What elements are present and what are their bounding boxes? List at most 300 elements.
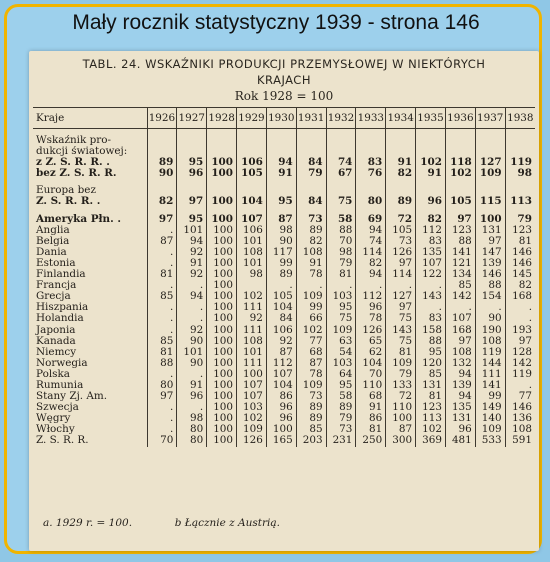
cell-value: 102 — [445, 168, 475, 179]
cell-value: 95 — [177, 214, 207, 225]
cell-value: . — [475, 302, 505, 313]
header-year: 1926 — [147, 108, 177, 129]
cell-value: 68 — [296, 347, 326, 358]
cell-value: 127 — [386, 291, 416, 302]
cell-value: 481 — [445, 435, 475, 446]
cell-value — [266, 185, 296, 196]
cell-value: 82 — [356, 258, 386, 269]
cell-value — [505, 146, 535, 157]
cell-value: 146 — [475, 269, 505, 280]
cell-value: 97 — [475, 236, 505, 247]
cell-value: 113 — [505, 196, 535, 207]
cell-value: 98 — [326, 247, 356, 258]
cell-value: 73 — [386, 236, 416, 247]
cell-value: 126 — [386, 247, 416, 258]
cell-value — [475, 185, 505, 196]
cell-value: . — [177, 280, 207, 291]
cell-value — [237, 185, 267, 196]
cell-value: 68 — [356, 391, 386, 402]
row-label: dukcji światowej: — [36, 146, 128, 158]
cell-value: 126 — [356, 325, 386, 336]
cell-value: 122 — [416, 269, 446, 280]
cell-value: 143 — [416, 291, 446, 302]
cell-value: 87 — [296, 358, 326, 369]
table-row — [33, 402, 535, 413]
cell-value: 146 — [505, 258, 535, 269]
row-label: Kanada — [36, 335, 76, 347]
cell-value — [445, 135, 475, 146]
cell-value: 54 — [326, 347, 356, 358]
cell-value: 97 — [445, 336, 475, 347]
cell-value: 109 — [475, 168, 505, 179]
cell-value — [416, 146, 446, 157]
cell-value: . — [147, 258, 177, 269]
cell-value: 149 — [475, 402, 505, 413]
cell-value: 139 — [445, 380, 475, 391]
cell-value: 123 — [445, 225, 475, 236]
cell-value: 84 — [296, 157, 326, 168]
cell-value: 89 — [147, 157, 177, 168]
cell-value: 112 — [416, 225, 446, 236]
cell-value — [445, 185, 475, 196]
cell-value: . — [147, 413, 177, 424]
cell-value: 58 — [326, 214, 356, 225]
row-label: bez Z. S. R. R. — [36, 168, 117, 180]
cell-value: 114 — [356, 247, 386, 258]
cell-value: . — [147, 302, 177, 313]
cell-value: 113 — [416, 413, 446, 424]
cell-value: . — [147, 225, 177, 236]
header-year: 1932 — [326, 108, 356, 129]
cell-value: 101 — [177, 225, 207, 236]
cell-value: 115 — [475, 196, 505, 207]
cell-value: 108 — [237, 247, 267, 258]
cell-value: 94 — [445, 369, 475, 380]
cell-value: 79 — [505, 214, 535, 225]
cell-value: 91 — [177, 258, 207, 269]
cell-value: 75 — [326, 313, 356, 324]
cell-value: 97 — [177, 196, 207, 207]
cell-value — [416, 135, 446, 146]
cell-value: . — [177, 369, 207, 380]
table-row — [33, 185, 535, 196]
cell-value: 120 — [416, 358, 446, 369]
cell-value: 83 — [416, 313, 446, 324]
cell-value: 101 — [237, 236, 267, 247]
cell-value: 108 — [445, 347, 475, 358]
table-row — [33, 196, 535, 207]
footnote-a: a. 1929 r. = 100. — [43, 517, 133, 529]
cell-value: 88 — [416, 336, 446, 347]
row-label: Ameryka Płn. . — [36, 213, 121, 225]
table-row — [33, 302, 535, 313]
cell-value: 140 — [475, 413, 505, 424]
cell-value: 190 — [475, 325, 505, 336]
cell-value: 82 — [296, 236, 326, 247]
cell-value: . — [356, 280, 386, 291]
cell-value: 88 — [475, 280, 505, 291]
cell-value: 100 — [237, 369, 267, 380]
cell-value: 112 — [266, 358, 296, 369]
cell-value: 80 — [356, 196, 386, 207]
cell-value: 100 — [207, 435, 237, 446]
cell-value — [207, 146, 237, 157]
row-label: Z. S. R. R. — [36, 435, 89, 447]
cell-value: 114 — [386, 269, 416, 280]
cell-value: 83 — [356, 157, 386, 168]
table-row — [33, 347, 535, 358]
cell-value: 144 — [475, 358, 505, 369]
cell-value — [326, 146, 356, 157]
cell-value: 75 — [386, 313, 416, 324]
cell-value: 82 — [386, 168, 416, 179]
cell-value: 81 — [386, 347, 416, 358]
cell-value: 100 — [207, 214, 237, 225]
cell-value: 78 — [296, 269, 326, 280]
cell-value: 94 — [445, 391, 475, 402]
cell-value — [505, 135, 535, 146]
cell-value: 107 — [237, 214, 267, 225]
cell-value: 85 — [445, 280, 475, 291]
cell-value: 102 — [296, 325, 326, 336]
cell-value: 91 — [416, 168, 446, 179]
cell-value: 105 — [445, 196, 475, 207]
cell-value: 126 — [237, 435, 267, 446]
row-label: Z. S. R. R. . — [36, 196, 101, 208]
cell-value: 131 — [416, 380, 446, 391]
cell-value: 90 — [177, 358, 207, 369]
header-year: 1935 — [416, 108, 446, 129]
cell-value: 97 — [386, 302, 416, 313]
cell-value: 88 — [326, 225, 356, 236]
header-year: 1931 — [296, 108, 326, 129]
cell-value: 80 — [177, 435, 207, 446]
cell-value — [296, 135, 326, 146]
cell-value: 92 — [237, 313, 267, 324]
cell-value: 119 — [505, 369, 535, 380]
cell-value: 104 — [266, 380, 296, 391]
header-country: Kraje — [33, 108, 147, 129]
cell-value: 141 — [475, 380, 505, 391]
cell-value: 100 — [207, 336, 237, 347]
cell-value — [505, 185, 535, 196]
cell-value: 145 — [505, 269, 535, 280]
row-label: Szwecja — [36, 402, 79, 414]
cell-value: 90 — [266, 236, 296, 247]
cell-value: 146 — [505, 402, 535, 413]
cell-value: 94 — [177, 291, 207, 302]
cell-value: 106 — [237, 157, 267, 168]
footnotes — [43, 517, 280, 529]
cell-value: 96 — [445, 424, 475, 435]
cell-value: 89 — [266, 269, 296, 280]
cell-value: 100 — [207, 196, 237, 207]
cell-value: 105 — [386, 225, 416, 236]
header-year: 1934 — [386, 108, 416, 129]
cell-value: 98 — [177, 413, 207, 424]
cell-value — [177, 185, 207, 196]
cell-value — [386, 146, 416, 157]
cell-value: 158 — [416, 325, 446, 336]
cell-value: . — [266, 280, 296, 291]
cell-value: 107 — [237, 391, 267, 402]
cell-value: 100 — [207, 258, 237, 269]
cell-value: 79 — [296, 168, 326, 179]
cell-value: 117 — [266, 247, 296, 258]
row-label: Niemcy — [36, 346, 77, 358]
cell-value: 80 — [147, 380, 177, 391]
cell-value: 87 — [266, 214, 296, 225]
cell-value: 100 — [207, 358, 237, 369]
cell-value: 135 — [445, 402, 475, 413]
cell-value: 100 — [207, 313, 237, 324]
cell-value: 87 — [386, 424, 416, 435]
cell-value: 131 — [445, 413, 475, 424]
cell-value: 100 — [207, 413, 237, 424]
table-body — [33, 129, 535, 447]
cell-value: . — [177, 402, 207, 413]
cell-value: 143 — [386, 325, 416, 336]
cell-value: 88 — [445, 236, 475, 247]
cell-value: 72 — [386, 214, 416, 225]
cell-value: 89 — [296, 225, 326, 236]
cell-value: 98 — [237, 269, 267, 280]
image-frame — [4, 4, 542, 554]
cell-value: 127 — [475, 157, 505, 168]
cell-value: 104 — [237, 196, 267, 207]
cell-value: 107 — [237, 380, 267, 391]
table-row — [33, 168, 535, 179]
cell-value: 91 — [296, 258, 326, 269]
cell-value: 109 — [296, 291, 326, 302]
row-label: z Z. S. R. R. . — [36, 157, 110, 169]
cell-value: 95 — [266, 196, 296, 207]
table-title-line2: KRAJACH — [257, 73, 311, 87]
table-row — [33, 135, 535, 146]
table-row — [33, 325, 535, 336]
cell-value: 91 — [177, 380, 207, 391]
cell-value: 119 — [475, 347, 505, 358]
cell-value: 107 — [445, 313, 475, 324]
cell-value: 107 — [266, 369, 296, 380]
cell-value: 100 — [207, 380, 237, 391]
cell-value — [326, 185, 356, 196]
table-row — [33, 435, 535, 446]
table-row — [33, 214, 535, 225]
cell-value — [356, 146, 386, 157]
cell-value: 69 — [356, 214, 386, 225]
cell-value: 90 — [177, 336, 207, 347]
cell-value: 100 — [386, 413, 416, 424]
cell-value — [445, 146, 475, 157]
cell-value: 106 — [266, 325, 296, 336]
cell-value: 100 — [207, 280, 237, 291]
cell-value: 101 — [237, 347, 267, 358]
header-year: 1930 — [266, 108, 296, 129]
cell-value — [237, 280, 267, 291]
cell-value — [326, 135, 356, 146]
cell-value: 84 — [266, 313, 296, 324]
cell-value: 100 — [207, 302, 237, 313]
cell-value: . — [416, 302, 446, 313]
cell-value: 96 — [356, 302, 386, 313]
cell-value: 109 — [475, 424, 505, 435]
cell-value: 85 — [147, 336, 177, 347]
cell-value: 74 — [356, 236, 386, 247]
cell-value: 131 — [475, 225, 505, 236]
cell-value — [147, 135, 177, 146]
cell-value: 102 — [237, 413, 267, 424]
cell-value: 91 — [356, 402, 386, 413]
cell-value — [207, 135, 237, 146]
cell-value: 100 — [266, 424, 296, 435]
table-row — [33, 157, 535, 168]
cell-value: . — [177, 313, 207, 324]
cell-value: 79 — [326, 258, 356, 269]
table-subtitle: Rok 1928 = 100 — [234, 89, 334, 103]
cell-value: 250 — [356, 435, 386, 446]
cell-value: 82 — [147, 196, 177, 207]
cell-value: 70 — [147, 435, 177, 446]
cell-value: 94 — [356, 269, 386, 280]
cell-value: 104 — [356, 358, 386, 369]
cell-value: 81 — [147, 347, 177, 358]
cell-value: 58 — [326, 391, 356, 402]
cell-value: 203 — [296, 435, 326, 446]
cell-value: 82 — [505, 280, 535, 291]
table-row — [33, 280, 535, 291]
cell-value: 100 — [207, 291, 237, 302]
cell-value: . — [505, 313, 535, 324]
cell-value: 165 — [266, 435, 296, 446]
cell-value — [177, 135, 207, 146]
cell-value: 193 — [505, 325, 535, 336]
cell-value — [356, 135, 386, 146]
cell-value: 100 — [207, 424, 237, 435]
cell-value: 108 — [475, 336, 505, 347]
cell-value: 66 — [296, 313, 326, 324]
cell-value: 72 — [386, 391, 416, 402]
cell-value: 73 — [296, 214, 326, 225]
cell-value: 95 — [326, 380, 356, 391]
cell-value: 96 — [177, 168, 207, 179]
cell-value: 92 — [266, 336, 296, 347]
cell-value: 99 — [266, 258, 296, 269]
cell-value — [416, 185, 446, 196]
cell-value: . — [147, 247, 177, 258]
cell-value: 81 — [147, 269, 177, 280]
cell-value: . — [147, 280, 177, 291]
cell-value: 108 — [505, 424, 535, 435]
cell-value: . — [147, 402, 177, 413]
cell-value: 105 — [237, 168, 267, 179]
cell-value: 63 — [326, 336, 356, 347]
cell-value: 92 — [177, 325, 207, 336]
cell-value — [475, 146, 505, 157]
cell-value: 64 — [326, 369, 356, 380]
table-title-line1: TABL. 24. WSKAŹNIKI PRODUKCJI PRZEMYSŁOWEJ W NIEKTÓRYCH — [82, 57, 486, 71]
cell-value: . — [505, 302, 535, 313]
cell-value: 111 — [237, 302, 267, 313]
table-row — [33, 413, 535, 424]
cell-value: 102 — [416, 157, 446, 168]
table-row — [33, 269, 535, 280]
cell-value: 111 — [237, 325, 267, 336]
cell-value: 95 — [416, 347, 446, 358]
cell-value: 104 — [266, 302, 296, 313]
header-year: 1937 — [475, 108, 505, 129]
cell-value: 109 — [237, 424, 267, 435]
table-header-row — [33, 108, 535, 129]
cell-value: 107 — [416, 258, 446, 269]
cell-value: 92 — [177, 247, 207, 258]
cell-value: 77 — [296, 336, 326, 347]
table-row — [33, 391, 535, 402]
cell-value: 100 — [207, 347, 237, 358]
cell-value — [266, 135, 296, 146]
cell-value: 79 — [386, 369, 416, 380]
cell-value: . — [326, 280, 356, 291]
cell-value — [177, 146, 207, 157]
cell-value: 118 — [445, 157, 475, 168]
cell-value: . — [296, 280, 326, 291]
cell-value — [475, 135, 505, 146]
cell-value: . — [505, 380, 535, 391]
cell-value: 100 — [207, 168, 237, 179]
cell-value: 100 — [207, 325, 237, 336]
row-label: Dania — [36, 246, 67, 258]
row-label: Hiszpania — [36, 302, 89, 314]
cell-value: 111 — [237, 358, 267, 369]
cell-value: 78 — [296, 369, 326, 380]
header-year: 1927 — [177, 108, 207, 129]
cell-value: 110 — [356, 380, 386, 391]
cell-value: 81 — [416, 391, 446, 402]
cell-value: 74 — [326, 157, 356, 168]
table-row — [33, 380, 535, 391]
table-row — [33, 258, 535, 269]
cell-value — [237, 135, 267, 146]
cell-value: 100 — [207, 402, 237, 413]
cell-value: 83 — [416, 236, 446, 247]
cell-value: 369 — [416, 435, 446, 446]
cell-value: 231 — [326, 435, 356, 446]
cell-value: 103 — [326, 358, 356, 369]
row-label: Belgia — [36, 235, 70, 247]
page-banner: Mały rocznik statystyczny 1939 - strona 146 — [72, 11, 480, 34]
cell-value: 88 — [147, 358, 177, 369]
cell-value: 85 — [296, 424, 326, 435]
cell-value: 77 — [505, 391, 535, 402]
cell-value: 105 — [266, 291, 296, 302]
table-row — [33, 358, 535, 369]
cell-value: 67 — [326, 168, 356, 179]
cell-value — [386, 185, 416, 196]
table-row — [33, 369, 535, 380]
cell-value: 97 — [505, 336, 535, 347]
cell-value: . — [147, 325, 177, 336]
row-label: Japonia — [36, 324, 76, 336]
cell-value: . — [147, 369, 177, 380]
cell-value: 154 — [475, 291, 505, 302]
table-row — [33, 424, 535, 435]
cell-value: 87 — [147, 236, 177, 247]
row-label: Finlandia — [36, 269, 86, 281]
cell-value: 75 — [326, 196, 356, 207]
cell-value: 142 — [445, 291, 475, 302]
cell-value: 111 — [475, 369, 505, 380]
cell-value: 96 — [177, 391, 207, 402]
